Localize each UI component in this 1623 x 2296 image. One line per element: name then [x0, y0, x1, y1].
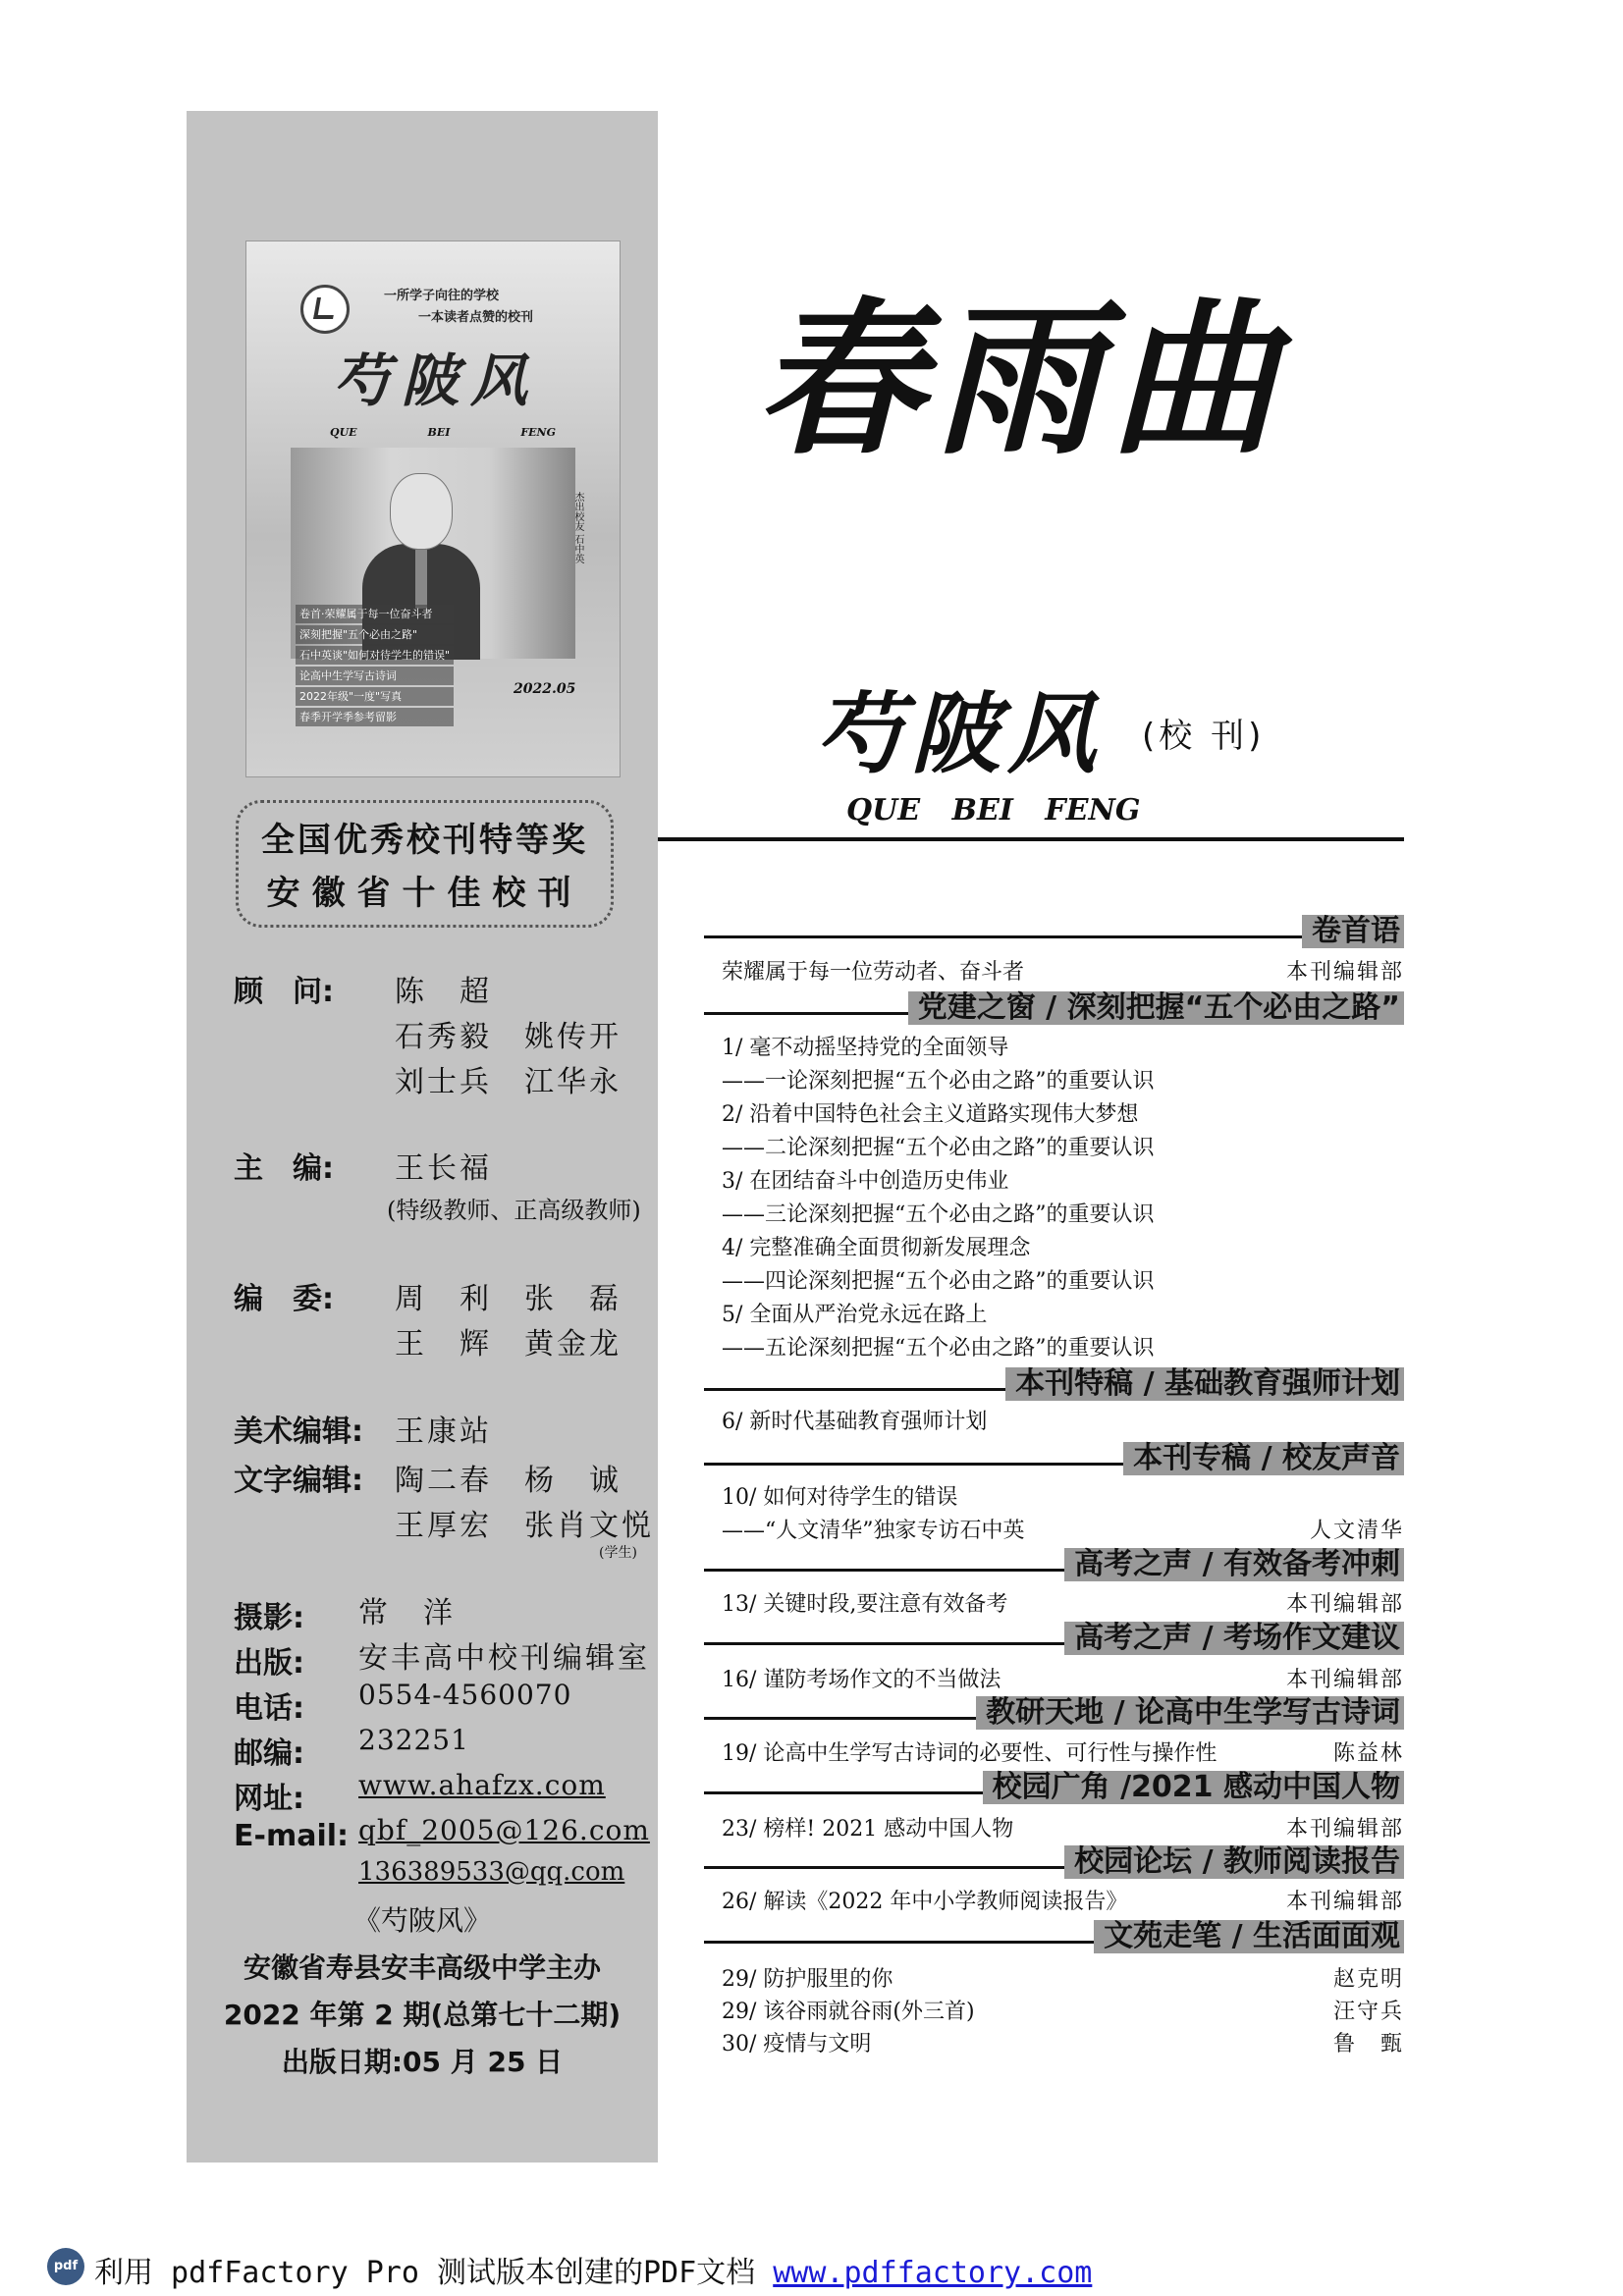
- website-link[interactable]: www.ahafzx.com: [358, 1769, 606, 1801]
- title-divider: [658, 837, 1404, 841]
- section-header: 校园论坛 / 教师阅读报告: [704, 1845, 1404, 1875]
- cover-pinyin: QUE BEI FENG: [330, 426, 556, 439]
- postcode-value: 232251: [358, 1724, 469, 1756]
- committee-label: 编 委:: [234, 1282, 334, 1316]
- text-editor-label: 文字编辑:: [234, 1464, 363, 1498]
- toc-item-sub: ——四论深刻把握“五个必由之路”的重要认识: [722, 1269, 1155, 1294]
- toc-item[interactable]: 29/ 防护服里的你: [722, 1967, 893, 1992]
- cover-title: 芍陂风: [333, 347, 540, 414]
- cover-slogan-2: 一本读者点赞的校刊: [418, 310, 534, 325]
- advisor-1: 陈 超: [395, 975, 492, 1009]
- photo-label: 摄影:: [234, 1601, 304, 1635]
- toc-item-sub: ——一论深刻把握“五个必由之路”的重要认识: [722, 1069, 1155, 1094]
- toc-item[interactable]: 26/ 解读《2022 年中小学教师阅读报告》: [722, 1890, 1128, 1914]
- advisor-label: 顾 问:: [234, 975, 334, 1009]
- section-header: 高考之声 / 考场作文建议: [704, 1622, 1404, 1651]
- issue-line: 2022 年第 2 期(总第七十二期): [223, 1999, 622, 2031]
- magazine-cover-image: [245, 240, 621, 777]
- toc-item[interactable]: 16/ 谨防考场作文的不当做法: [722, 1668, 1001, 1692]
- journal-kind: (校 刊): [1142, 717, 1266, 756]
- toc-item[interactable]: 1/ 毫不动摇坚持党的全面领导: [722, 1036, 1009, 1060]
- toc-item[interactable]: 6/ 新时代基础教育强师计划: [722, 1410, 988, 1434]
- editor-name: 王长福: [395, 1151, 492, 1186]
- advisor-3: 刘士兵 江华永: [395, 1065, 622, 1099]
- editor-note: (特级教师、正高级教师): [387, 1197, 641, 1224]
- toc-item[interactable]: 3/ 在团结奋斗中创造历史伟业: [722, 1169, 1009, 1194]
- toc-author: 人文清华: [1309, 1519, 1404, 1543]
- publish-date: 出版日期:05 月 25 日: [281, 2046, 564, 2078]
- email-label: E-mail:: [234, 1819, 350, 1853]
- cover-slogan-1: 一所学子向往的学校: [384, 289, 500, 303]
- award-line-2: 安徽省十佳校刊: [266, 874, 583, 913]
- toc-author: 本刊编辑部: [1285, 1890, 1404, 1914]
- section-header: 党建之窗 / 深刻把握“五个必由之路”: [704, 991, 1404, 1021]
- committee-2: 王 辉 黄金龙: [395, 1327, 622, 1362]
- publish-value: 安丰高中校刊编辑室: [358, 1641, 650, 1676]
- toc-item-sub: ——五论深刻把握“五个必由之路”的重要认识: [722, 1336, 1155, 1361]
- toc-item[interactable]: 19/ 论高中生学写古诗词的必要性、可行性与操作性: [722, 1741, 1217, 1766]
- toc-author: 本刊编辑部: [1285, 1668, 1404, 1692]
- cover-issue-number: 2022.05: [514, 681, 576, 697]
- email-link-1[interactable]: qbf_2005@126.com: [358, 1814, 650, 1846]
- website-label: 网址:: [234, 1782, 304, 1816]
- section-header: 教研天地 / 论高中生学写古诗词: [704, 1696, 1404, 1726]
- text-editors-1: 陶二春 杨 诚: [395, 1464, 622, 1498]
- toc-item-sub: ——三论深刻把握“五个必由之路”的重要认识: [722, 1202, 1155, 1227]
- toc-author: 本刊编辑部: [1285, 1817, 1404, 1842]
- toc-item[interactable]: 荣耀属于每一位劳动者、奋斗者: [722, 960, 1025, 985]
- art-editor-label: 美术编辑:: [234, 1415, 363, 1449]
- toc-author: 汪守兵: [1332, 2000, 1404, 2024]
- section-header: 卷首语: [704, 915, 1404, 944]
- toc-item-sub: ——二论深刻把握“五个必由之路”的重要认识: [722, 1136, 1155, 1160]
- toc-item[interactable]: 30/ 疫情与文明: [722, 2032, 872, 2056]
- postcode-label: 邮编:: [234, 1736, 304, 1771]
- pdf-footer: [94, 2248, 1092, 2291]
- toc-author: 赵克明: [1332, 1967, 1404, 1992]
- toc-item[interactable]: 13/ 关键时段,要注意有效备考: [722, 1592, 1008, 1617]
- toc-author: 本刊编辑部: [1285, 960, 1404, 985]
- school-logo-icon: [300, 285, 350, 334]
- section-header: 本刊特稿 / 基础教育强师计划: [704, 1367, 1404, 1397]
- award-line-1: 全国优秀校刊特等奖: [261, 821, 588, 860]
- host-school: 安徽省寿县安丰高级中学主办: [243, 1951, 601, 1984]
- toc-author: 陈益林: [1332, 1741, 1404, 1766]
- toc-author: 本刊编辑部: [1285, 1592, 1404, 1617]
- toc-item[interactable]: 23/ 榜样! 2021 感动中国人物: [722, 1817, 1014, 1842]
- awards-badge: [236, 800, 614, 928]
- photo-name: 常 洋: [358, 1596, 456, 1630]
- toc-item[interactable]: 5/ 全面从严治党永远在路上: [722, 1303, 988, 1327]
- footer-text: 利用 pdfFactory Pro 测试版本创建的PDF文档: [94, 2256, 774, 2290]
- journal-title: 芍陂风: [815, 682, 1104, 786]
- publish-label: 出版:: [234, 1646, 304, 1681]
- pdffactory-logo-icon: pdf: [47, 2248, 84, 2285]
- phone-value: 0554-4560070: [358, 1679, 572, 1711]
- toc-item[interactable]: 4/ 完整准确全面贯彻新发展理念: [722, 1236, 1031, 1260]
- advisor-2: 石秀毅 姚传开: [395, 1020, 622, 1054]
- toc-item[interactable]: 10/ 如何对待学生的错误: [722, 1485, 958, 1510]
- journal-pinyin: QUE BEI FENG: [846, 793, 1141, 828]
- committee-1: 周 利 张 磊: [395, 1282, 622, 1316]
- phone-label: 电话:: [234, 1691, 304, 1726]
- toc-author: 鲁 甄: [1332, 2032, 1404, 2056]
- editor-label: 主 编:: [234, 1151, 334, 1186]
- section-header: 本刊专稿 / 校友声音: [704, 1442, 1404, 1471]
- art-editor-name: 王康站: [395, 1415, 492, 1449]
- left-sidebar-panel: [187, 111, 658, 2163]
- pdffactory-link[interactable]: www.pdffactory.com: [773, 2256, 1093, 2290]
- section-header: 高考之声 / 有效备考冲刺: [704, 1548, 1404, 1577]
- email-link-2[interactable]: 136389533@qq.com: [358, 1857, 625, 1887]
- cover-bullet-list: 卷首·荣耀属于每一位奋斗者 深刻把握"五个必由之路" 石中英谈"如何对待学生的错误" 论高中生学写古诗词 2022年级"一度"写真 春季开学季参考留影: [296, 605, 454, 728]
- section-header: 文苑走笔 / 生活面面观: [704, 1920, 1404, 1949]
- toc-item[interactable]: 29/ 该谷雨就谷雨(外三首): [722, 2000, 975, 2024]
- calligraphy-title: 春雨曲: [756, 282, 1287, 478]
- section-header: 校园广角 /2021 感动中国人物: [704, 1771, 1404, 1800]
- cover-side-text: 杰出校友 石中英: [572, 492, 583, 564]
- journal-name: 《芍陂风》: [352, 1904, 491, 1937]
- student-note: (学生): [599, 1545, 637, 1561]
- toc-item[interactable]: 2/ 沿着中国特色社会主义道路实现伟大梦想: [722, 1102, 1139, 1127]
- toc-item-sub: ——“人文清华”独家专访石中英: [722, 1519, 1025, 1543]
- text-editors-2: 王厚宏 张肖文悦: [395, 1509, 654, 1543]
